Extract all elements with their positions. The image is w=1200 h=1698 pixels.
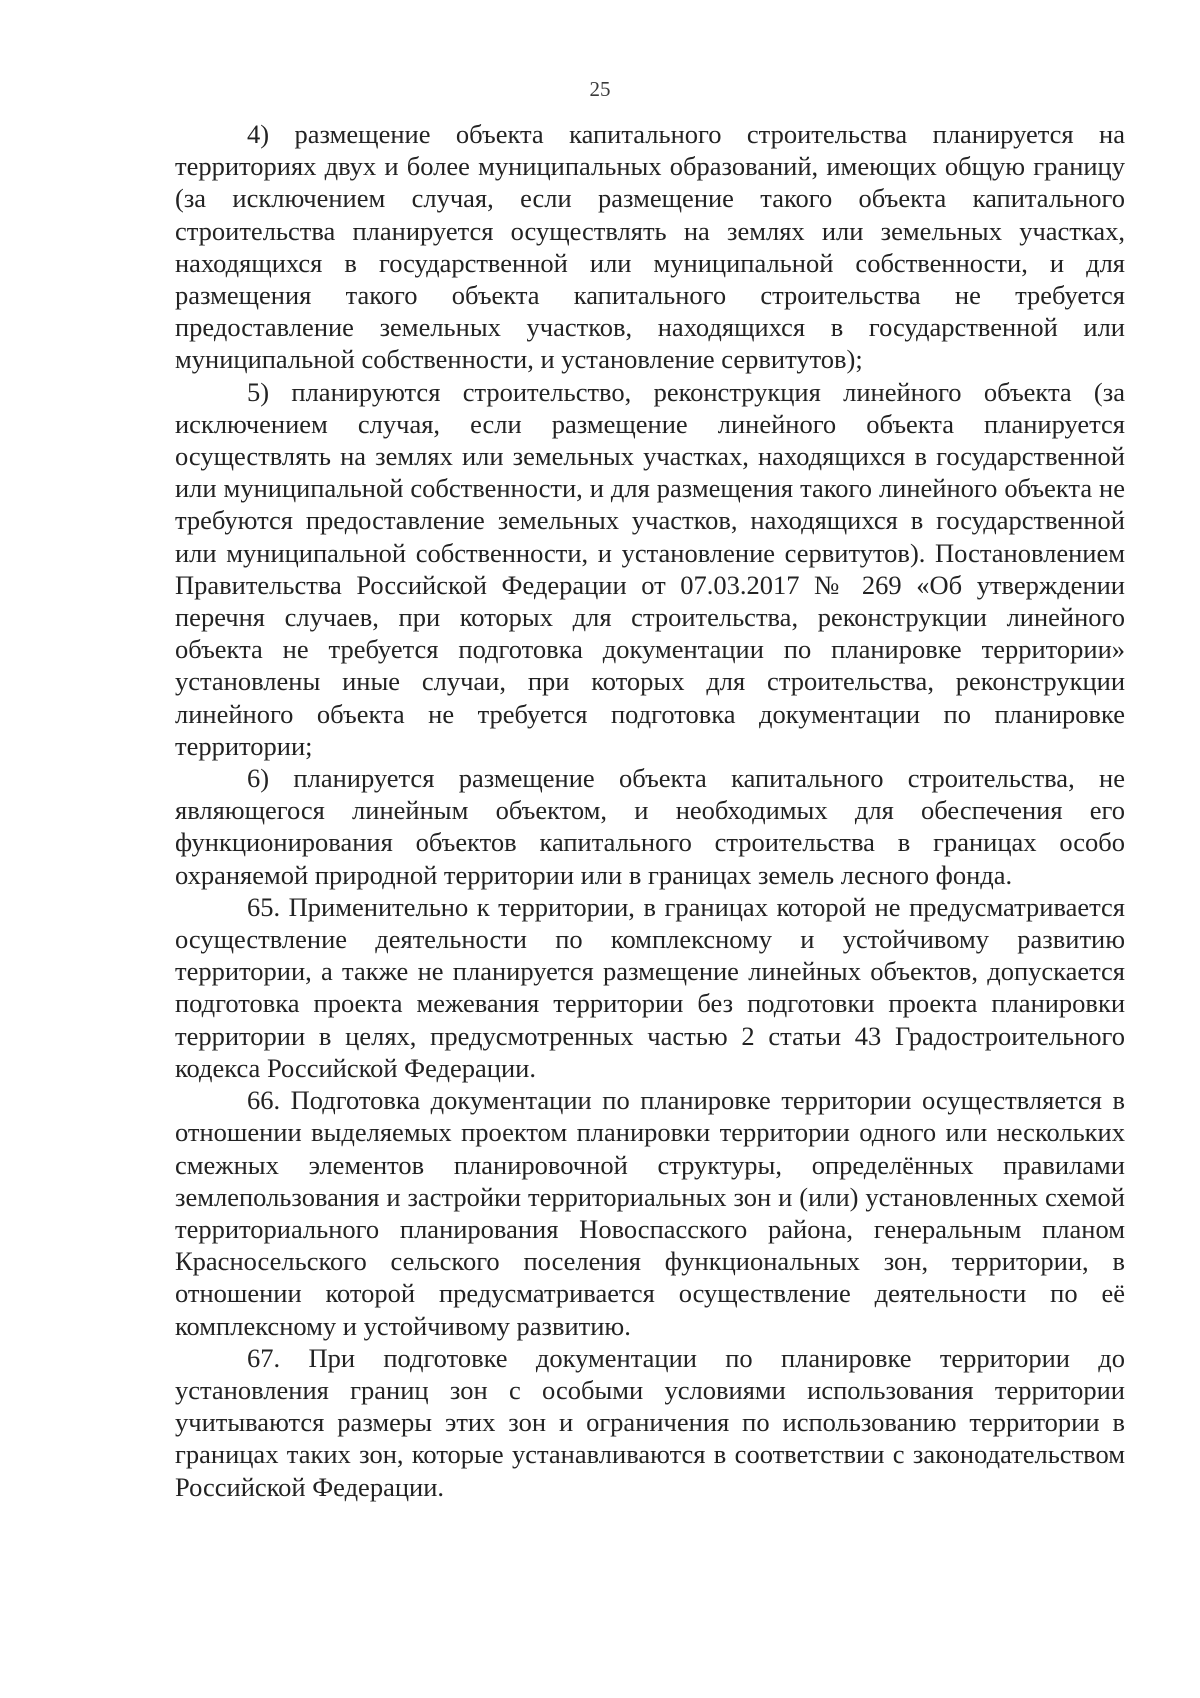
paragraph-65: 65. Применительно к территории, в границах которой не предусматривается осуществление деятельности по комплексному и устойчивому развитию территории, а также не планируется размещение линейных объектов, допускается подготовка проекта межевания территории без подготовки проекта планировки территории в целях, предусмотренных частью 2 статьи 43 Градостроительного кодекса Российской Федерации. [175, 891, 1125, 1083]
document-body [175, 118, 1125, 1503]
page-number: 25 [589, 77, 611, 101]
paragraph-item-4: 4) размещение объекта капитального строительства планируется на территориях двух и более муниципальных образований, имеющих общую границу (за исключением случая, если размещение такого объекта капитального строительства планируется осуществлять на землях или земельных участках, находящихся в государственной или муниципальной собственности, и для размещения такого объекта капитального строительства не требуется предоставление земельных участков, находящихся в государственной или муниципальной собственности, и установление сервитутов); [175, 119, 1125, 375]
paragraph-item-6: 6) планируется размещение объекта капитального строительства, не являющегося линейным объектом, и необходимых для обеспечения его функционирования объектов капитального строительства в границах особо охраняемой природной территории или в границах земель лесного фонда. [175, 763, 1125, 890]
paragraph-67: 67. При подготовке документации по планировке территории до установления границ зон с особыми условиями использования территории учитываются размеры этих зон и ограничения по использованию территории в границах таких зон, которые устанавливаются в соответствии с законодательством Российской Федерации. [175, 1342, 1125, 1502]
paragraph-item-5: 5) планируются строительство, реконструкция линейного объекта (за исключением случая, если размещение линейного объекта планируется осуществлять на землях или земельных участках, находящихся в государственной или муниципальной собственности, и для размещения такого линейного объекта не требуются предоставление земельных участков, находящихся в государственной или муниципальной собственности, и установление сервитутов). Постановлением Правительства Российской Федерации от 07.03.2017 № 269 «Об утверждении перечня случаев, при которых для строительства, реконструкции линейного объекта не требуется подготовка документации по планировке территории» установлены иные случаи, при которых для строительства, реконструкции линейного объекта не требуется подготовка документации по планировке территории; [175, 376, 1125, 761]
paragraph-66: 66. Подготовка документации по планировке территории осуществляется в отношении выделяемых проектом планировки территории одного или нескольких смежных элементов планировочной структуры, определённых правилами землепользования и застройки территориальных зон и (или) установленных схемой территориального планирования Новоспасского района, генеральным планом Красносельского сельского поселения функциональных зон, территории, в отношении которой предусматривается осуществление деятельности по её комплексному и устойчивому развитию. [175, 1085, 1125, 1341]
